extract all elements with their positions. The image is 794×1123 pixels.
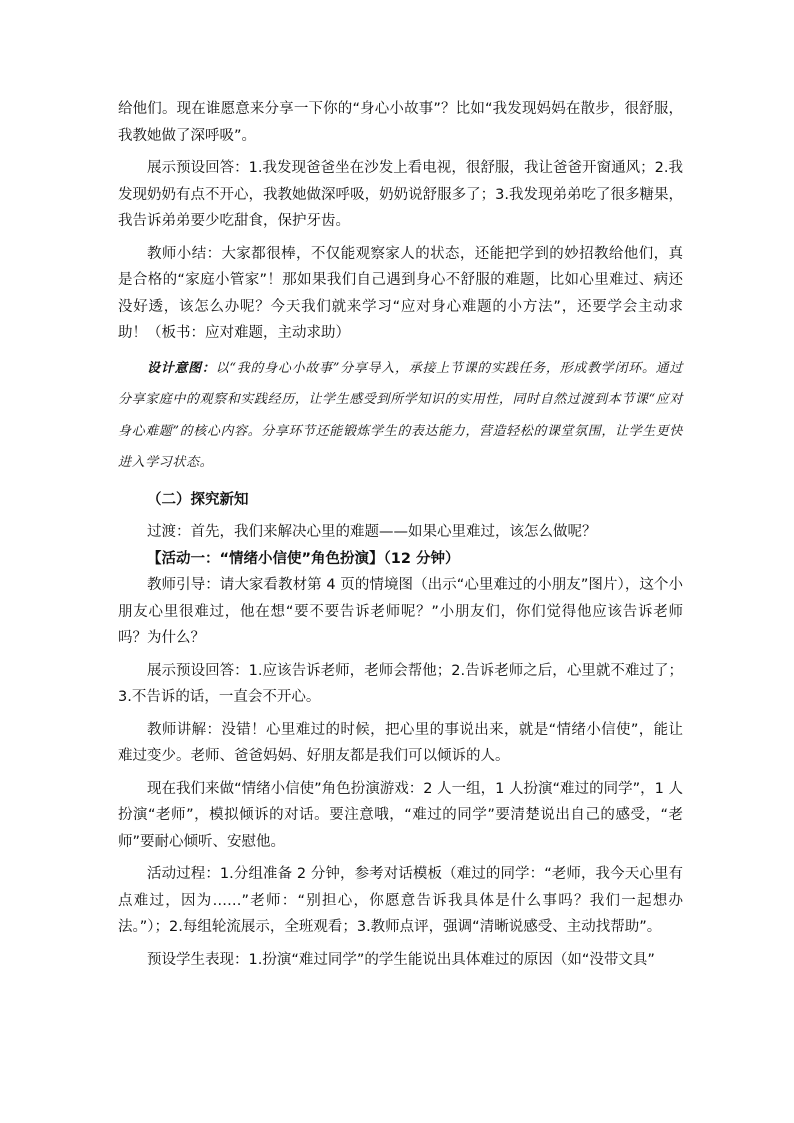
design-intent-label: 设计意图： (147, 360, 216, 376)
paragraph-teacher-guide: 教师引导：请大家看教材第 4 页的情境图（出示“心里难过的小朋友”图片），这个小朋友心里很难过，他在想“要不要告诉老师呢？”小朋友们，你们觉得他应该告诉老师吗？为什么？ (118, 577, 683, 646)
design-intent-text: 以“我的身心小故事”分享导入，承接上节课的实践任务，形成教学闭环。通过分享家庭中的观察和实践经历，让学生感受到所学知识的实用性，同时自然过渡到本节课“应对身心难题”的核心内容。分享环节还能锻炼学生的表达能力，营造轻松的课堂氛围，让学生更快进入学习状态。 (118, 360, 683, 470)
paragraph-transition: 过渡：首先，我们来解决心里的难题——如果心里难过，该怎么做呢？ (147, 524, 597, 540)
section-heading: （二）探究新知 (147, 491, 249, 508)
document-body (118, 96, 683, 973)
paragraph-preset-answers-2: 展示预设回答：1.应该告诉老师，老师会帮他；2.告诉老师之后，心里就不难过了；3.不告诉的话，一直会不开心。 (118, 662, 683, 705)
design-intent (118, 353, 683, 479)
paragraph-teacher-explain: 教师讲解：没错！心里难过的时候，把心里的事说出来，就是“情绪小信使”，能让难过变少。老师、爸爸妈妈、好朋友都是我们可以倾诉的人。 (118, 721, 683, 764)
paragraph-activity-process: 活动过程：1.分组准备 2 分钟，参考对话模板（难过的同学：“老师，我今天心里有点难过，因为……”老师：“别担心，你愿意告诉我具体是什么事吗？我们一起想办法。”）；2.每组轮流展示，全班观看；3.教师点评，强调“清晰说感受、主动找帮助”。 (118, 866, 683, 935)
paragraph-role-play: 现在我们来做“情绪小信使”角色扮演游戏：2 人一组，1 人扮演“难过的同学”，1 人扮演“老师”，模拟倾诉的对话。要注意哦，“难过的同学”要清楚说出自己的感受，“老师”要耐心倾听、安慰他。 (118, 780, 683, 850)
paragraph-preset-answers-1: 展示预设回答：1.我发现爸爸坐在沙发上看电视，很舒服，我让爸爸开窗通风；2.我发现奶奶有点不开心，我教她做深呼吸，奶奶说舒服多了；3.我发现弟弟吃了很多糖果，我告诉弟弟要少吃甜食，保护牙齿。 (118, 160, 683, 229)
activity-heading: 【活动一：“情绪小信使”角色扮演】（12 分钟） (147, 550, 460, 567)
paragraph-teacher-summary: 教师小结：大家都很棒，不仅能观察家人的状态，还能把学到的妙招教给他们，真是合格的“家庭小管家”！那如果我们自己遇到身心不舒服的难题，比如心里难过、病还没好透，该怎么办呢？今天我们就来学习“应对身心难题的小方法”，还要学会主动求助！（板书：应对难题，主动求助） (118, 245, 683, 341)
paragraph-expected-performance: 预设学生表现：1.扮演“难过同学”的学生能说出具体难过的原因（如“没带文具” (147, 951, 655, 968)
paragraph-share-intro: 给他们。现在谁愿意来分享一下你的“身心小故事”？比如“我发现妈妈在散步，很舒服，我教她做了深呼吸”。 (118, 101, 683, 144)
